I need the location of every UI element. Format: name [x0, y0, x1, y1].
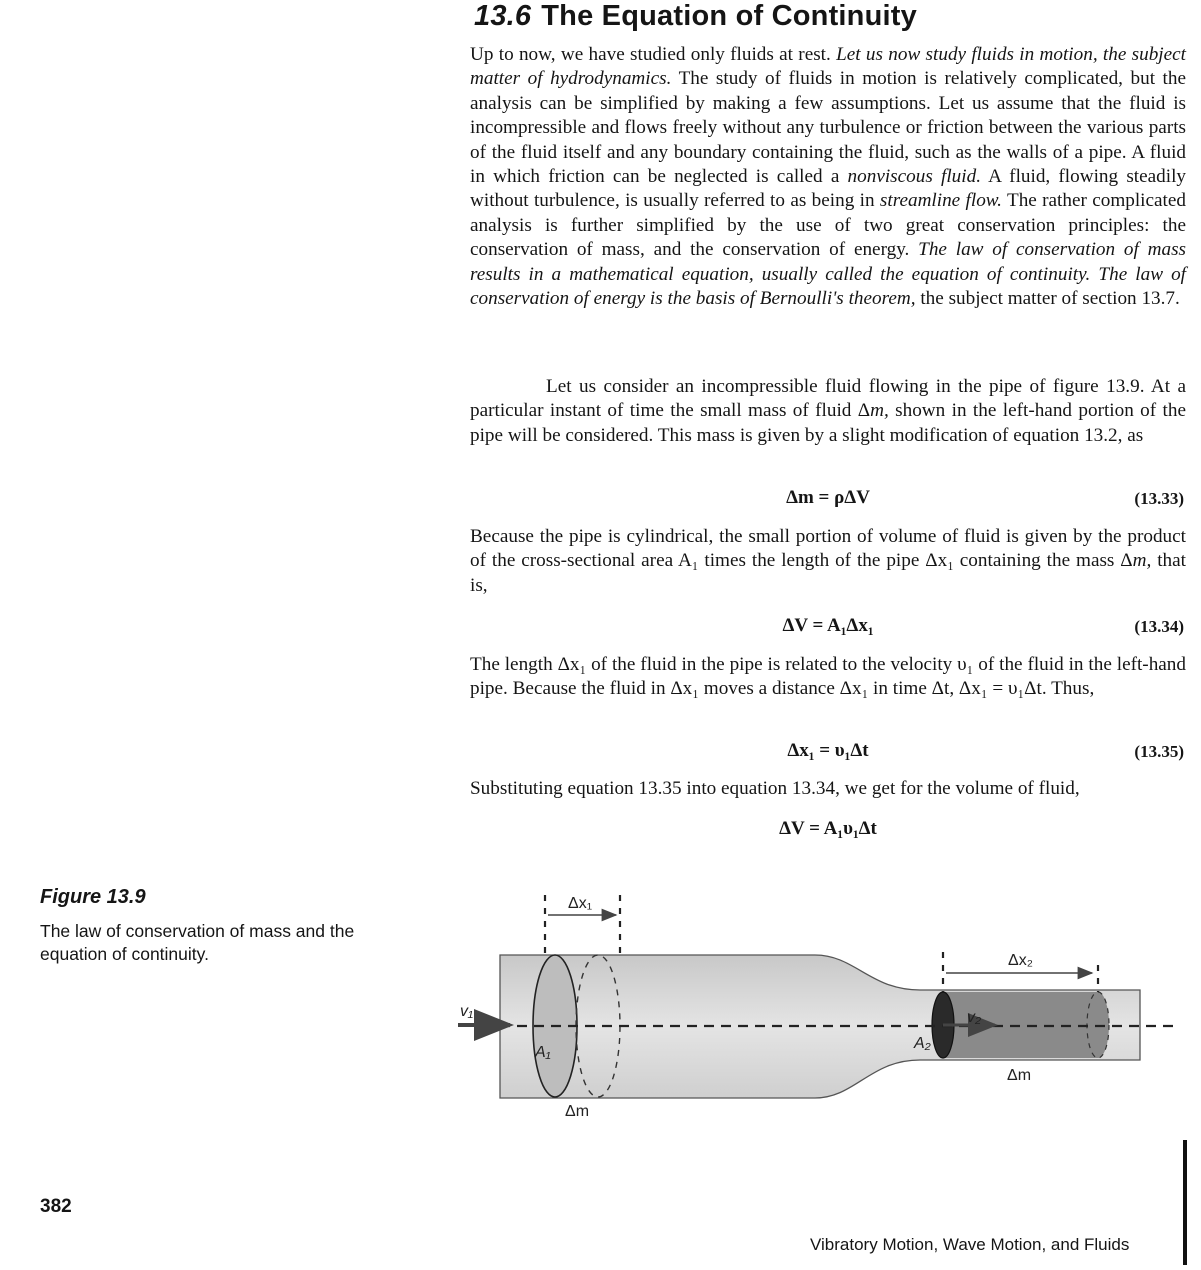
section-heading: [474, 0, 917, 33]
text-run: The study of fluids in motion is relatively complicated, but the analysis can be simplified by making a few assumptions. Let us assume that the fluid is incompressible and flows freely without any turbulence or friction between the various parts of the fluid itself and any boundary containing the fluid, such as the walls of a pipe. A fluid in which friction can be neglected is called a: [470, 68, 1186, 188]
running-footer: Vibratory Motion, Wave Motion, and Fluids: [810, 1235, 1130, 1254]
text-run: the subject matter of section 13.7.: [915, 288, 1180, 310]
text-run: Up to now, we have studied only fluids at rest.: [470, 44, 837, 65]
text-run: The length Δx₁ of the fluid in the pipe is related to the velocity υ₁ of the fluid in the left-hand pipe. Because the fluid in Δx₁ moves a distance Δx₁ in time Δt, Δx₁ = υ₁Δt. Thus,: [470, 654, 1186, 700]
equation-expression: Δx₁ = υ₁Δt: [787, 740, 869, 761]
page-edge-mark: [1183, 1140, 1187, 1265]
label-dm-left: Δm: [565, 1103, 590, 1120]
equation-number: (13.34): [1134, 617, 1184, 636]
paragraph-intro: [470, 43, 1186, 311]
paragraph-cylindrical: [470, 525, 1186, 598]
italic-run: Let us now study fluids in motion, the subject matter of hydrodynamics.: [470, 44, 1186, 90]
equation-volume: [470, 818, 1186, 844]
equation-13-35: [470, 740, 1186, 766]
equation-13-33: [470, 487, 1186, 513]
section-number: 13.6: [474, 0, 532, 32]
label-a1: A₁: [535, 1044, 551, 1061]
italic-run: m,: [870, 400, 889, 422]
text-run: Because the pipe is cylindrical, the small portion of volume of fluid is given by the product of the cross-sectional area A₁ times the length of the pipe Δx₁ containing the mass Δ: [470, 526, 1186, 572]
label-v1: v₁: [460, 1003, 474, 1020]
paragraph-substituting: [470, 777, 1186, 801]
term-streamline-flow: streamline flow.: [879, 190, 1002, 212]
figure-caption: The law of conservation of mass and the equation of continuity.: [40, 921, 355, 964]
figure-label: Figure 13.9: [40, 886, 146, 908]
paragraph-consider: [470, 375, 1186, 448]
text-run: The rather complicated analysis is further simplified by the use of two great conservation principles: the conservation of mass, and the conservation of energy.: [470, 190, 1186, 261]
italic-run: m,: [1132, 550, 1152, 572]
equation-expression: ΔV = A₁Δx₁: [782, 615, 874, 636]
label-dm-right: Δm: [1007, 1067, 1032, 1084]
label-v2: v₂: [967, 1009, 982, 1026]
label-dx2: Δx₂: [1008, 952, 1033, 969]
page-number: 382: [40, 1196, 72, 1217]
paragraph-length: [470, 653, 1186, 702]
continuity-pipe-figure: [440, 880, 1180, 1130]
text-run: shown in the left-hand portion of the pipe will be considered. This mass is given by a slight modification of equation 13.2, as: [470, 400, 1186, 446]
equation-13-34: [470, 615, 1186, 641]
text-run: that is,: [470, 550, 1186, 596]
italic-run: The law of conservation of mass results in a mathematical equation, usually called the equation of continuity. The law of conservation of energy is the basis of Bernoulli's theorem,: [470, 239, 1186, 310]
text-run: Let us consider an incompressible fluid flowing in the pipe of figure 13.9. At a particular instant of time the small mass of fluid Δ: [470, 376, 1186, 422]
equation-number: (13.35): [1134, 742, 1184, 761]
section-title-text: The Equation of Continuity: [541, 0, 917, 32]
equation-number: (13.33): [1134, 489, 1184, 508]
label-a2: A₂: [914, 1035, 931, 1052]
term-nonviscous-fluid: nonviscous fluid.: [847, 166, 982, 188]
equation-expression: Δm = ρΔV: [786, 487, 870, 508]
label-dx1: Δx₁: [568, 895, 593, 912]
text-run: Substituting equation 13.35 into equation 13.34, we get for the volume of fluid,: [470, 778, 1080, 799]
equation-expression: ΔV = A₁υ₁Δt: [779, 818, 877, 839]
text-run: A fluid, flowing steadily without turbulence, is usually referred to as being in: [470, 166, 1186, 212]
